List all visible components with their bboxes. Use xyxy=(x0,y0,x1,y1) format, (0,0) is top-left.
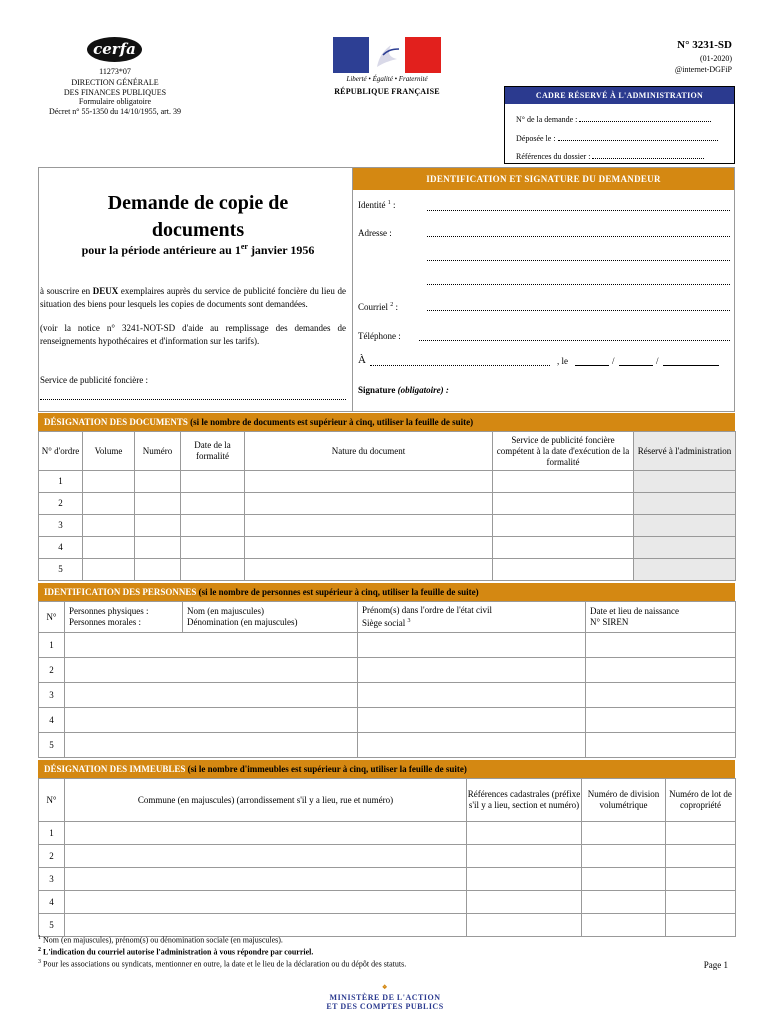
signature-label: Signature (obligatoire) : xyxy=(358,385,449,395)
table-cell[interactable] xyxy=(467,914,582,937)
table-cell[interactable] xyxy=(181,559,245,581)
table-cell[interactable] xyxy=(65,914,467,937)
table-cell[interactable] xyxy=(586,633,736,658)
persons-header-row xyxy=(39,602,736,633)
date-day-field[interactable] xyxy=(575,365,609,366)
date-slash-2: / xyxy=(656,356,659,366)
form-title-line2: documents xyxy=(151,219,245,241)
table-cell[interactable] xyxy=(83,515,135,537)
row-number: 1 xyxy=(39,822,65,845)
table-cell[interactable] xyxy=(65,658,358,683)
demand-number-row[interactable] xyxy=(516,114,711,124)
republique-francaise-logo xyxy=(331,37,443,99)
table-cell[interactable] xyxy=(65,733,358,758)
direction-label: DIRECTION GÉNÉRALE xyxy=(71,78,159,87)
row-number: 2 xyxy=(39,658,65,683)
identification-header: IDENTIFICATION ET SIGNATURE DU DEMANDEUR xyxy=(353,168,734,190)
rf-motto: Liberté • Égalité • Fraternité xyxy=(346,75,428,83)
table-row xyxy=(39,868,736,891)
reserved-cell xyxy=(634,559,736,581)
flag-red xyxy=(405,37,441,73)
documents-section-header: DÉSIGNATION DES DOCUMENTS (si le nombre de documents est supérieur à cinq, utiliser la feuille de suite) xyxy=(38,413,735,431)
decree-label: Décret n° 55-1350 du 14/10/1955, art. 39 xyxy=(48,107,182,116)
page-number: Page 1 xyxy=(703,960,728,970)
identity-field[interactable] xyxy=(427,210,730,211)
table-cell[interactable] xyxy=(666,822,736,845)
row-number: 3 xyxy=(39,868,65,891)
table-row xyxy=(39,493,736,515)
finances-label: DES FINANCES PUBLIQUES xyxy=(63,88,167,97)
flag-white xyxy=(369,37,405,73)
col-number: Numéro xyxy=(135,432,181,471)
row-number: 3 xyxy=(39,683,65,708)
documents-table xyxy=(38,431,736,581)
table-cell[interactable] xyxy=(467,845,582,868)
table-cell[interactable] xyxy=(586,658,736,683)
address-field-1[interactable] xyxy=(427,236,730,237)
table-row xyxy=(39,683,736,708)
footnote-1: $^1$ Nom (en majuscules), prénom(s) ou dénomination sociale (en majuscules). xyxy=(38,935,283,945)
date-year-field[interactable] xyxy=(663,365,719,366)
footnote-2: $^2$ L'indication du courriel autorise l'administration à vous répondre par courriel. xyxy=(38,947,314,957)
col-no: N° xyxy=(39,779,65,822)
col-name: Nom (en majuscules) Dénomination (en majuscules) xyxy=(183,602,358,633)
form-date: (01-2020) xyxy=(700,54,732,63)
rf-name: RÉPUBLIQUE FRANÇAISE xyxy=(334,87,440,96)
address-label: Adresse : xyxy=(358,228,392,238)
col-service: Service de publicité foncière compétent à la date d'exécution de la formalité xyxy=(493,432,634,471)
table-cell[interactable] xyxy=(493,515,634,537)
table-row xyxy=(39,733,736,758)
table-cell[interactable] xyxy=(582,914,666,937)
email-field[interactable] xyxy=(427,310,730,311)
col-volume: Volume xyxy=(83,432,135,471)
col-cadastral: Références cadastrales (préfixe s'il y a lieu, section et numéro) xyxy=(467,779,582,822)
table-cell[interactable] xyxy=(245,559,493,581)
reserved-cell xyxy=(634,471,736,493)
table-row xyxy=(39,891,736,914)
table-cell[interactable] xyxy=(245,493,493,515)
table-cell[interactable] xyxy=(65,891,467,914)
table-cell[interactable] xyxy=(358,708,586,733)
table-row xyxy=(39,537,736,559)
date-month-field[interactable] xyxy=(619,365,653,366)
table-cell[interactable] xyxy=(65,633,358,658)
table-row xyxy=(39,559,736,581)
table-cell[interactable] xyxy=(582,891,666,914)
row-number: 4 xyxy=(39,708,65,733)
col-date: Date de la formalité xyxy=(181,432,245,471)
form-source: @internet-DGFiP xyxy=(674,65,732,74)
ministry-emblem-icon: ❖ xyxy=(382,985,388,991)
table-cell[interactable] xyxy=(83,537,135,559)
row-number: 3 xyxy=(39,515,83,537)
table-cell[interactable] xyxy=(65,683,358,708)
table-row xyxy=(39,515,736,537)
table-cell[interactable] xyxy=(135,493,181,515)
table-row xyxy=(39,914,736,937)
place-field[interactable] xyxy=(370,365,550,366)
email-label: Courriel $^2$ : xyxy=(358,302,399,312)
table-cell[interactable] xyxy=(65,708,358,733)
form-number: N° 3231-SD xyxy=(677,39,732,51)
date-slash-1: / xyxy=(612,356,615,366)
table-cell[interactable] xyxy=(358,683,586,708)
table-row xyxy=(39,708,736,733)
table-row xyxy=(39,845,736,868)
table-cell[interactable] xyxy=(493,559,634,581)
row-number: 5 xyxy=(39,733,65,758)
notice-paragraph: (voir la notice n° 3241-NOT-SD d'aide au remplissage des demandes de renseignements hypothécaires et d'information sur les tarifs). xyxy=(40,323,346,346)
admin-reserved-box xyxy=(504,86,735,164)
table-cell[interactable] xyxy=(135,515,181,537)
table-cell[interactable] xyxy=(666,891,736,914)
place-label: À xyxy=(358,354,366,366)
table-row xyxy=(39,658,736,683)
table-cell[interactable] xyxy=(245,537,493,559)
table-cell[interactable] xyxy=(65,822,467,845)
table-cell[interactable] xyxy=(467,868,582,891)
date-label: , le xyxy=(557,356,568,366)
buildings-section-header: DÉSIGNATION DES IMMEUBLES (si le nombre d'immeubles est supérieur à cinq, utiliser la feuille de suite) xyxy=(38,760,735,778)
row-number: 5 xyxy=(39,914,65,937)
row-number: 1 xyxy=(39,633,65,658)
ministry-line1: MINISTÈRE DE L'ACTION xyxy=(329,993,441,1002)
row-number: 4 xyxy=(39,537,83,559)
col-birth: Date et lieu de naissance N° SIREN xyxy=(586,602,736,633)
persons-table xyxy=(38,601,736,758)
table-cell[interactable] xyxy=(586,708,736,733)
persons-section-header: IDENTIFICATION DES PERSONNES (si le nombre de personnes est supérieur à cinq, utiliser la feuille de suite) xyxy=(38,583,735,601)
references-row[interactable] xyxy=(516,151,704,161)
table-cell[interactable] xyxy=(181,493,245,515)
table-cell[interactable] xyxy=(666,868,736,891)
row-number: 5 xyxy=(39,559,83,581)
ministry-line2: ET DES COMPTES PUBLICS xyxy=(326,1002,444,1011)
row-number: 1 xyxy=(39,471,83,493)
table-cell[interactable] xyxy=(181,537,245,559)
table-row xyxy=(39,471,736,493)
flag-blue xyxy=(333,37,369,73)
col-lot: Numéro de lot de copropriété xyxy=(666,779,736,822)
table-cell[interactable] xyxy=(83,559,135,581)
table-cell[interactable] xyxy=(586,733,736,758)
table-cell[interactable] xyxy=(83,471,135,493)
table-cell[interactable] xyxy=(666,914,736,937)
identity-label: Identité $^1$ : xyxy=(358,200,396,210)
reserved-cell xyxy=(634,537,736,559)
demand-number-field[interactable] xyxy=(579,114,711,122)
table-cell[interactable] xyxy=(358,633,586,658)
col-division: Numéro de division volumétrique xyxy=(582,779,666,822)
references-field[interactable] xyxy=(592,151,704,159)
form-subtitle: pour la période antérieure au 1er janvier 1956 xyxy=(81,242,315,257)
row-number: 4 xyxy=(39,891,65,914)
cerfa-number: 11273*07 xyxy=(99,67,131,76)
identification-box xyxy=(352,167,735,412)
phone-field[interactable] xyxy=(419,340,730,341)
col-firstname: Prénom(s) dans l'ordre de l'état civil Siège social $^3$ xyxy=(358,602,586,633)
reserved-cell xyxy=(634,515,736,537)
table-cell[interactable] xyxy=(135,471,181,493)
deposited-label: Déposée le : xyxy=(516,134,556,143)
table-cell[interactable] xyxy=(582,868,666,891)
table-cell[interactable] xyxy=(245,471,493,493)
table-cell[interactable] xyxy=(135,559,181,581)
table-cell[interactable] xyxy=(181,515,245,537)
address-field-3[interactable] xyxy=(427,284,730,285)
table-cell[interactable] xyxy=(582,822,666,845)
deposited-field[interactable] xyxy=(558,133,718,141)
admin-box-title: CADRE RÉSERVÉ À L'ADMINISTRATION xyxy=(505,87,734,104)
reserved-cell xyxy=(634,493,736,515)
table-cell[interactable] xyxy=(586,683,736,708)
table-cell[interactable] xyxy=(245,515,493,537)
references-label: Références du dossier : xyxy=(516,152,591,161)
mandatory-label: Formulaire obligatoire xyxy=(78,97,152,106)
buildings-table xyxy=(38,778,736,937)
row-number: 2 xyxy=(39,493,83,515)
table-cell[interactable] xyxy=(65,868,467,891)
documents-header-row xyxy=(39,432,736,471)
service-label: Service de publicité foncière : xyxy=(40,375,148,385)
table-cell[interactable] xyxy=(83,493,135,515)
phone-label: Téléphone : xyxy=(358,331,401,341)
table-cell[interactable] xyxy=(493,537,634,559)
table-cell[interactable] xyxy=(467,891,582,914)
demand-number-label: N° de la demande : xyxy=(516,115,578,124)
col-nature: Nature du document xyxy=(245,432,493,471)
footnote-3: $^3$ Pour les associations ou syndicats, mentionner en outre, la date et le lieu de la déclaration ou du dépôt des statuts. xyxy=(38,959,407,969)
table-cell[interactable] xyxy=(582,845,666,868)
marianne-icon xyxy=(369,37,405,73)
col-order: N° d'ordre xyxy=(39,432,83,471)
service-field[interactable] xyxy=(40,398,346,400)
col-commune: Commune (en majuscules) (arrondissement s'il y a lieu, rue et numéro) xyxy=(65,779,467,822)
col-person-type: Personnes physiques : Personnes morales : xyxy=(65,602,183,633)
ministry-logo xyxy=(320,984,450,1011)
table-row xyxy=(39,822,736,845)
table-cell[interactable] xyxy=(358,658,586,683)
row-number: 2 xyxy=(39,845,65,868)
table-cell[interactable] xyxy=(135,537,181,559)
form-title-line1: Demande de copie de xyxy=(107,192,289,214)
col-no: N° xyxy=(39,602,65,633)
table-cell[interactable] xyxy=(493,493,634,515)
table-cell[interactable] xyxy=(666,845,736,868)
address-field-2[interactable] xyxy=(427,260,730,261)
instructions-paragraph: à souscrire en DEUX exemplaires auprès du service de publicité foncière du lieu de situation des biens pour lesquels les copies de documents sont demandées. xyxy=(40,286,346,309)
deposited-row[interactable] xyxy=(516,133,718,143)
table-row xyxy=(39,633,736,658)
table-cell[interactable] xyxy=(358,733,586,758)
col-reserved: Réservé à l'administration xyxy=(634,432,736,471)
buildings-header-row xyxy=(39,779,736,822)
table-cell[interactable] xyxy=(493,471,634,493)
table-cell[interactable] xyxy=(181,471,245,493)
table-cell[interactable] xyxy=(467,822,582,845)
cerfa-logo: cerfa xyxy=(87,37,142,62)
table-cell[interactable] xyxy=(65,845,467,868)
